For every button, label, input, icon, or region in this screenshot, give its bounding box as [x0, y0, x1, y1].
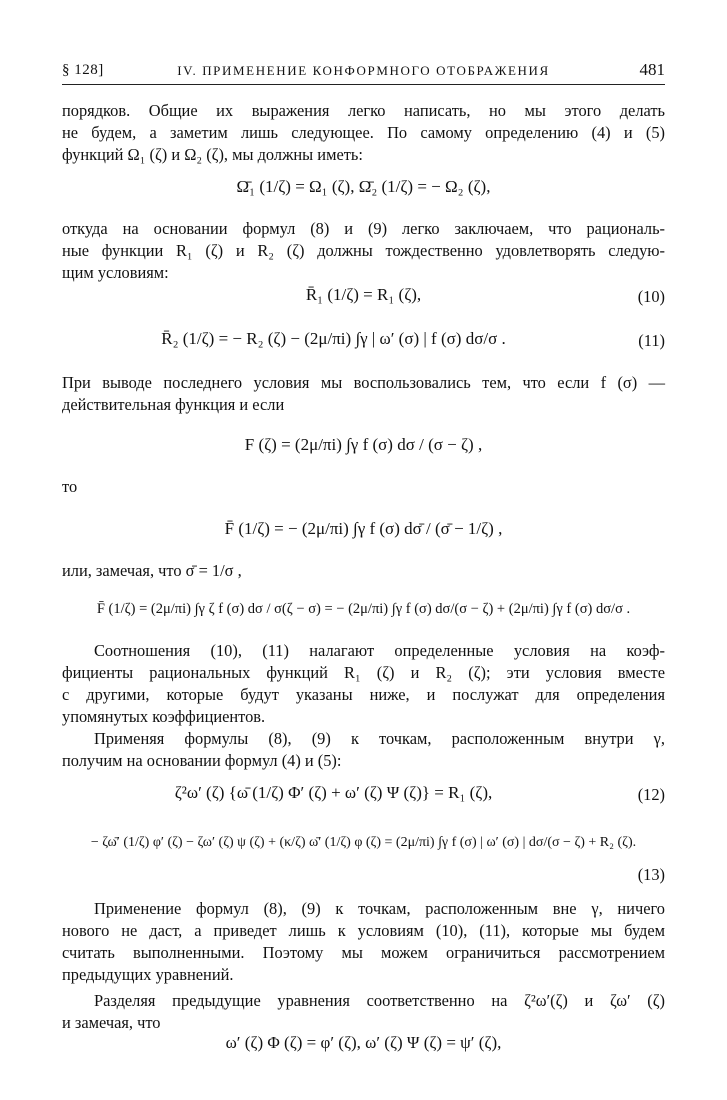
- equation-omega: [62, 172, 665, 212]
- text-line: Применение формул (8), (9) к точкам, расположенным вне γ, ничего: [94, 899, 665, 918]
- equation-number: (12): [637, 785, 665, 804]
- text-line: ные функции R₁ (ζ) и R₂ (ζ) должны тождественно удовлетворять следую-: [62, 241, 665, 260]
- equation-10: [62, 280, 665, 320]
- text-line: Применяя формулы (8), (9) к точкам, расположенным внутри γ,: [94, 729, 665, 748]
- text-line: считать выполненными. Поэтому мы можем ограничиться рассмотрением: [62, 943, 665, 962]
- text-line: функций Ω₁ (ζ) и Ω₂ (ζ), мы должны иметь:: [62, 145, 363, 164]
- text-line: фициенты рациональных функций R₁ (ζ) и R₂ (ζ); эти условия вместе: [62, 663, 665, 682]
- running-header: [62, 60, 665, 84]
- text-line: щим условиям:: [62, 263, 169, 282]
- formula: Ω̄₁ (1/ζ) = Ω₁ (ζ), Ω̄₂ (1/ζ) = − Ω₂ (ζ),: [236, 177, 491, 196]
- page-number: 481: [639, 60, 665, 79]
- text-line: получим на основании формул (4) и (5):: [62, 751, 342, 770]
- equation-number: (10): [637, 287, 665, 306]
- formula: F (ζ) = (2μ/πi) ∫γ f (σ) dσ / (σ − ζ) ,: [244, 435, 483, 454]
- text-line: и замечая, что: [62, 1013, 161, 1032]
- equation-long: [62, 588, 665, 634]
- text-line: предыдущих уравнений.: [62, 965, 234, 984]
- paragraph-3: [62, 372, 665, 416]
- text-line: нового не даст, а приведет лишь к условиям (10), (11), которые мы будем: [62, 921, 665, 940]
- equation-Fbar: [62, 504, 665, 554]
- equation-F: [62, 422, 665, 470]
- chapter-title: IV. ПРИМЕНЕНИЕ КОНФОРМНОГО ОТОБРАЖЕНИЯ: [177, 63, 550, 78]
- equation-last: [62, 1028, 665, 1068]
- formula: R̄₁ (1/ζ) = R₁ (ζ),: [305, 285, 422, 304]
- text-line: то: [62, 477, 78, 496]
- equation-number: (13): [637, 865, 665, 884]
- equation-number: (11): [638, 331, 665, 350]
- paragraph-5: [62, 728, 665, 772]
- formula: R̄₂ (1/ζ) = − R₂ (ζ) − (2μ/πi) ∫γ | ω′ (σ) | f (σ) dσ/σ .: [161, 329, 506, 348]
- text-line: не будем, а заметим лишь следующее. По самому определению (4) и (5): [62, 123, 665, 142]
- header-rule: [62, 84, 665, 85]
- equation-13: [62, 824, 665, 890]
- equation-12: [62, 778, 665, 818]
- paragraph-4: [62, 640, 665, 728]
- paragraph-1: [62, 100, 665, 166]
- text-line: с другими, которые будут указаны ниже, и послужат для определения: [62, 685, 665, 704]
- equation-11: [62, 324, 665, 364]
- text-line: упомянутых коэффициентов.: [62, 707, 266, 726]
- paragraph-or-noting: [62, 560, 665, 582]
- section-number: § 128]: [62, 62, 104, 78]
- paragraph-2: [62, 218, 665, 284]
- paragraph-6: [62, 898, 665, 986]
- text-line: откуда на основании формул (8) и (9) легко заключаем, что рациональ-: [62, 219, 665, 238]
- text-line: При выводе последнего условия мы воспользовались тем, что если f (σ) —: [62, 373, 665, 392]
- page-body: [62, 100, 665, 1074]
- text-line: действительная функция и если: [62, 395, 285, 414]
- formula: ζ²ω′ (ζ) {ω̄ (1/ζ) Φ′ (ζ) + ω′ (ζ) Ψ (ζ)} = R₁ (ζ),: [174, 783, 493, 802]
- formula: F̄ (1/ζ) = (2μ/πi) ∫γ ζ f (σ) dσ / σ(ζ − σ) = − (2μ/πi) ∫γ f (σ) dσ/(σ − ζ) + (2μ/πi) ∫γ f (σ) dσ/σ .: [96, 601, 631, 617]
- formula: ω′ (ζ) Φ (ζ) = φ′ (ζ), ω′ (ζ) Ψ (ζ) = ψ′ (ζ),: [225, 1033, 502, 1052]
- text-line: Соотношения (10), (11) налагают определенные условия на коэф-: [94, 641, 665, 660]
- formula: − ζω̄′ (1/ζ) φ′ (ζ) − ζω′ (ζ) ψ (ζ) + (κ/ζ) ω̄′ (1/ζ) φ (ζ) = (2μ/πi) ∫γ f (σ) | ω′ (σ) | dσ/(σ − ζ) + R₂ (ζ).: [90, 835, 637, 850]
- paragraph-to: [62, 476, 665, 498]
- formula: F̄ (1/ζ) = − (2μ/πi) ∫γ f (σ) dσ̄ / (σ̄ − 1/ζ) ,: [224, 519, 503, 538]
- text-line: Разделяя предыдущие уравнения соответственно на ζ²ω′(ζ) и ζω′ (ζ): [94, 991, 665, 1010]
- text-line: порядков. Общие их выражения легко написать, но мы этого делать: [62, 101, 665, 120]
- text-line: или, замечая, что σ̄ = 1/σ ,: [62, 561, 242, 580]
